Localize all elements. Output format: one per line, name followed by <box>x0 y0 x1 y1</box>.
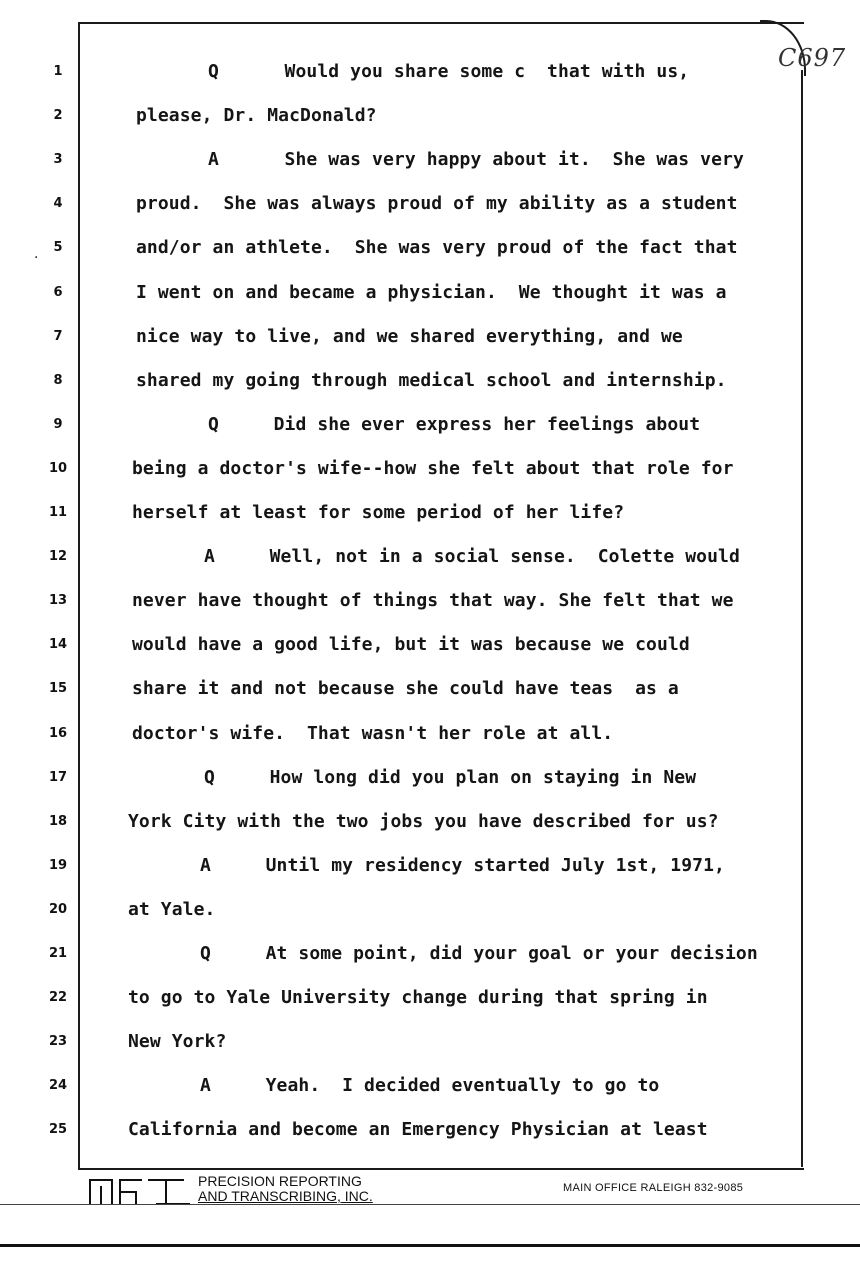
page-stamp: C697 <box>778 44 847 72</box>
transcript-line: A Until my residency started July 1st, 1971, <box>200 854 725 876</box>
transcript-line: would have a good life, but it was because we could <box>132 634 690 656</box>
transcript-line: never have thought of things that way. She felt that we <box>132 590 734 612</box>
transcript-line: nice way to live, and we shared everything, and we <box>136 325 683 347</box>
line-number: 1 <box>53 64 63 79</box>
transcript-line: Q How long did you plan on staying in New <box>204 766 697 788</box>
line-number: 4 <box>53 196 63 212</box>
line-number: 12 <box>48 549 68 565</box>
transcript-line: A Yeah. I decided eventually to go to <box>200 1075 660 1097</box>
page-frame-right-edge <box>801 70 803 1167</box>
line-number: 14 <box>48 637 68 653</box>
line-number: 23 <box>48 1034 68 1050</box>
line-number: 2 <box>53 108 63 124</box>
line-number: 3 <box>53 152 63 168</box>
transcript-line: California and become an Emergency Physician at least <box>128 1119 708 1141</box>
line-number: 25 <box>48 1122 68 1138</box>
line-number: 5 <box>53 240 63 256</box>
line-number: 16 <box>48 725 68 741</box>
line-number: 7 <box>53 328 63 344</box>
margin-mark: · <box>34 250 39 266</box>
transcript-line: share it and not because she could have teas as a <box>132 678 679 700</box>
transcript-line: A She was very happy about it. She was very <box>208 149 744 171</box>
line-number: 20 <box>48 901 68 917</box>
transcript-line: Q Did she ever express her feelings about <box>208 413 701 435</box>
transcript-line: to go to Yale University change during that spring in <box>128 987 708 1009</box>
transcript-line: being a doctor's wife--how she felt about that role for <box>132 457 734 479</box>
line-number: 8 <box>53 372 63 388</box>
bottom-rule <box>0 1244 860 1247</box>
transcript-line: shared my going through medical school and internship. <box>136 369 727 391</box>
company-logo <box>86 1172 192 1206</box>
transcript-line: and/or an athlete. She was very proud of the fact that <box>136 237 738 259</box>
transcript-line: herself at least for some period of her life? <box>132 502 625 523</box>
transcript-line: New York? <box>128 1031 227 1053</box>
transcript-line: Q Would you share some c that with us, <box>208 61 690 82</box>
line-number: 19 <box>48 857 68 873</box>
line-number: 18 <box>48 813 68 829</box>
footer-company-name: PRECISION REPORTING <box>198 1173 362 1189</box>
line-number: 21 <box>48 946 68 961</box>
line-number: 13 <box>48 593 68 609</box>
transcript-line: doctor's wife. That wasn't her role at all. <box>132 722 614 744</box>
line-number: 6 <box>53 284 63 300</box>
line-number: 24 <box>48 1078 68 1094</box>
line-number: 10 <box>48 460 68 476</box>
transcript-line: York City with the two jobs you have described for us? <box>128 810 719 832</box>
footer-company-name-2: AND TRANSCRIBING, INC. <box>198 1188 373 1204</box>
line-number: 22 <box>48 990 68 1006</box>
footer-rule <box>0 1204 860 1205</box>
transcript-line: Q At some point, did your goal or your decision <box>200 943 758 964</box>
line-number: 9 <box>53 416 63 432</box>
transcript-line: A Well, not in a social sense. Colette would <box>204 546 740 568</box>
transcript-line: I went on and became a physician. We thought it was a <box>136 281 727 303</box>
line-number: 11 <box>48 505 68 520</box>
line-number: 15 <box>48 681 68 697</box>
transcript-line: please, Dr. MacDonald? <box>136 105 377 127</box>
transcript-line: proud. She was always proud of my ability as a student <box>136 193 738 215</box>
footer-office: MAIN OFFICE RALEIGH 832-9085 <box>563 1182 744 1194</box>
transcript-line: at Yale. <box>128 898 216 920</box>
line-number: 17 <box>48 769 68 785</box>
